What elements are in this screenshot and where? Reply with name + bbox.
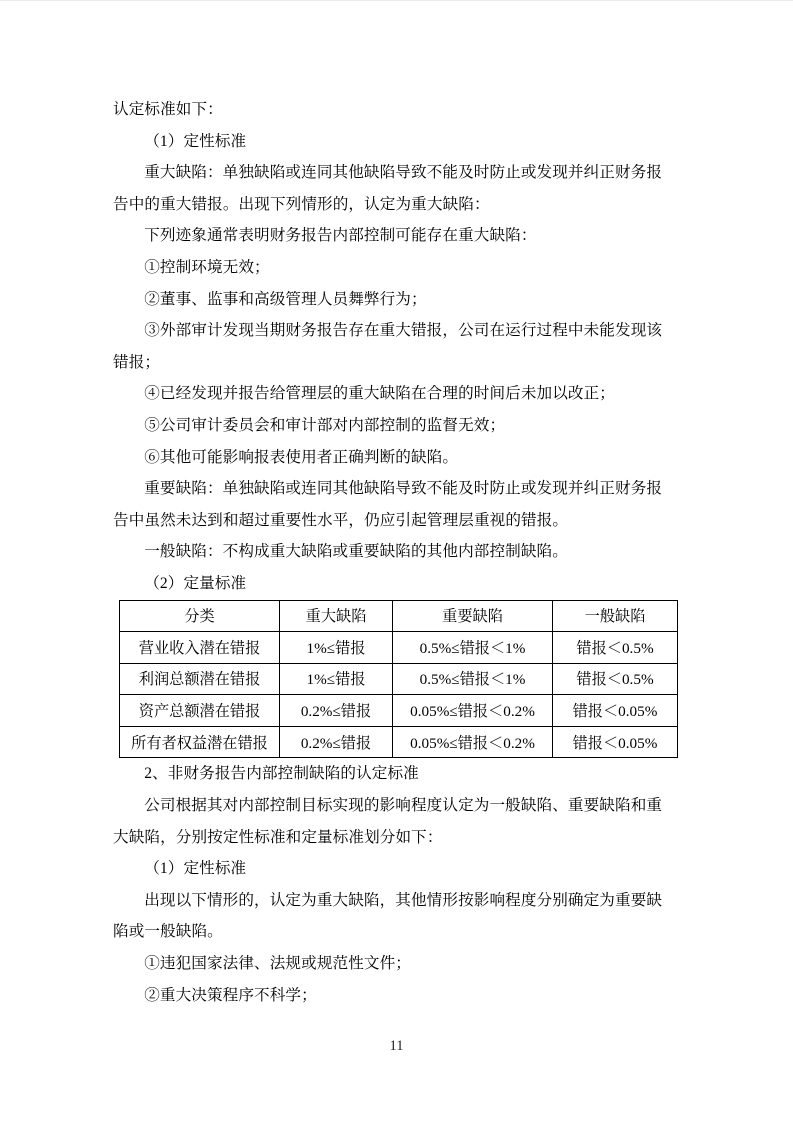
table-cell: 1%≤错报 [280, 632, 393, 664]
table-cell: 错报＜0.05% [553, 726, 678, 758]
text-line: 认定标准如下： [113, 101, 223, 118]
text-line: ①控制环境无效； [144, 258, 270, 276]
table-row [120, 663, 678, 695]
table-cell: 0.2%≤错报 [280, 695, 393, 727]
table-cell: 0.05%≤错报＜0.2% [393, 695, 553, 727]
text-line: 公司根据其对内部控制目标实现的影响程度认定为一般缺陷、重要缺陷和重 [144, 797, 663, 815]
table-row [120, 695, 678, 727]
text-line: （1）定性标准 [144, 860, 247, 878]
table-cell: 利润总额潜在错报 [120, 663, 280, 695]
text-line: 出现以下情形的，认定为重大缺陷，其他情形按影响程度分别确定为重要缺 [144, 891, 663, 909]
table-cell: 错报＜0.5% [553, 632, 678, 664]
text-line: ③外部审计发现当期财务报告存在重大错报，公司在运行过程中未能发现该 [144, 322, 663, 340]
text-line: ⑤公司审计委员会和审计部对内部控制的监督无效； [144, 416, 506, 434]
text-line: ②重大决策程序不科学； [144, 986, 317, 1004]
text-line: （2）定量标准 [144, 574, 247, 592]
text-line: 下列迹象通常表明财务报告内部控制可能存在重大缺陷： [144, 227, 537, 245]
table-cell: 0.5%≤错报＜1% [393, 632, 553, 664]
table-cell: 0.5%≤错报＜1% [393, 663, 553, 695]
table-cell: 营业收入潜在错报 [120, 632, 280, 664]
table-header-cell: 一般缺陷 [553, 600, 678, 632]
table-header-cell: 分类 [120, 600, 280, 632]
text-line: 2、非财务报告内部控制缺陷的认定标准 [144, 765, 419, 783]
text-line: 大缺陷，分别按定性标准和定量标准划分如下： [113, 828, 443, 846]
quantitative-criteria-table [119, 600, 678, 759]
table-header-cell: 重大缺陷 [280, 600, 393, 632]
text-line: 告中虽然未达到和超过重要性水平，仍应引起管理层重视的错报。 [113, 511, 569, 529]
section-non-financial-deficiency-criteria [113, 758, 679, 1011]
text-column [113, 94, 679, 1011]
text-line: 一般缺陷：不构成重大缺陷或重要缺陷的其他内部控制缺陷。 [144, 543, 568, 561]
text-line: ②董事、监事和高级管理人员舞弊行为； [144, 290, 427, 308]
table-row [120, 632, 678, 664]
text-line: 重大缺陷：单独缺陷或连同其他缺陷导致不能及时防止或发现并纠正财务报 [144, 164, 663, 182]
table-cell: 错报＜0.05% [553, 695, 678, 727]
page-footer [0, 1037, 793, 1055]
text-line: ④已经发现并报告给管理层的重大缺陷在合理的时间后未加以改正； [144, 385, 616, 403]
table-cell: 资产总额潜在错报 [120, 695, 280, 727]
table-cell: 0.05%≤错报＜0.2% [393, 726, 553, 758]
table-cell: 0.2%≤错报 [280, 726, 393, 758]
table-cell: 1%≤错报 [280, 663, 393, 695]
text-line: （1）定性标准 [144, 132, 247, 150]
text-line: 告中的重大错报。出现下列情形的，认定为重大缺陷： [113, 195, 490, 213]
page-number: 11 [389, 1038, 404, 1054]
section-financial-report-deficiency-criteria [113, 94, 679, 600]
table-cell: 所有者权益潜在错报 [120, 726, 280, 758]
table-row [120, 726, 678, 758]
text-line: 重要缺陷：单独缺陷或连同其他缺陷导致不能及时防止或发现并纠正财务报 [144, 480, 663, 498]
text-line: ⑥其他可能影响报表使用者正确判断的缺陷。 [144, 448, 459, 466]
text-line: 陷或一般缺陷。 [113, 923, 223, 941]
text-line: 错报； [113, 353, 161, 371]
table-header-row [120, 600, 678, 632]
table-header-cell: 重要缺陷 [393, 600, 553, 632]
table-cell: 错报＜0.5% [553, 663, 678, 695]
text-line: ①违犯国家法律、法规或规范性文件； [144, 955, 411, 973]
